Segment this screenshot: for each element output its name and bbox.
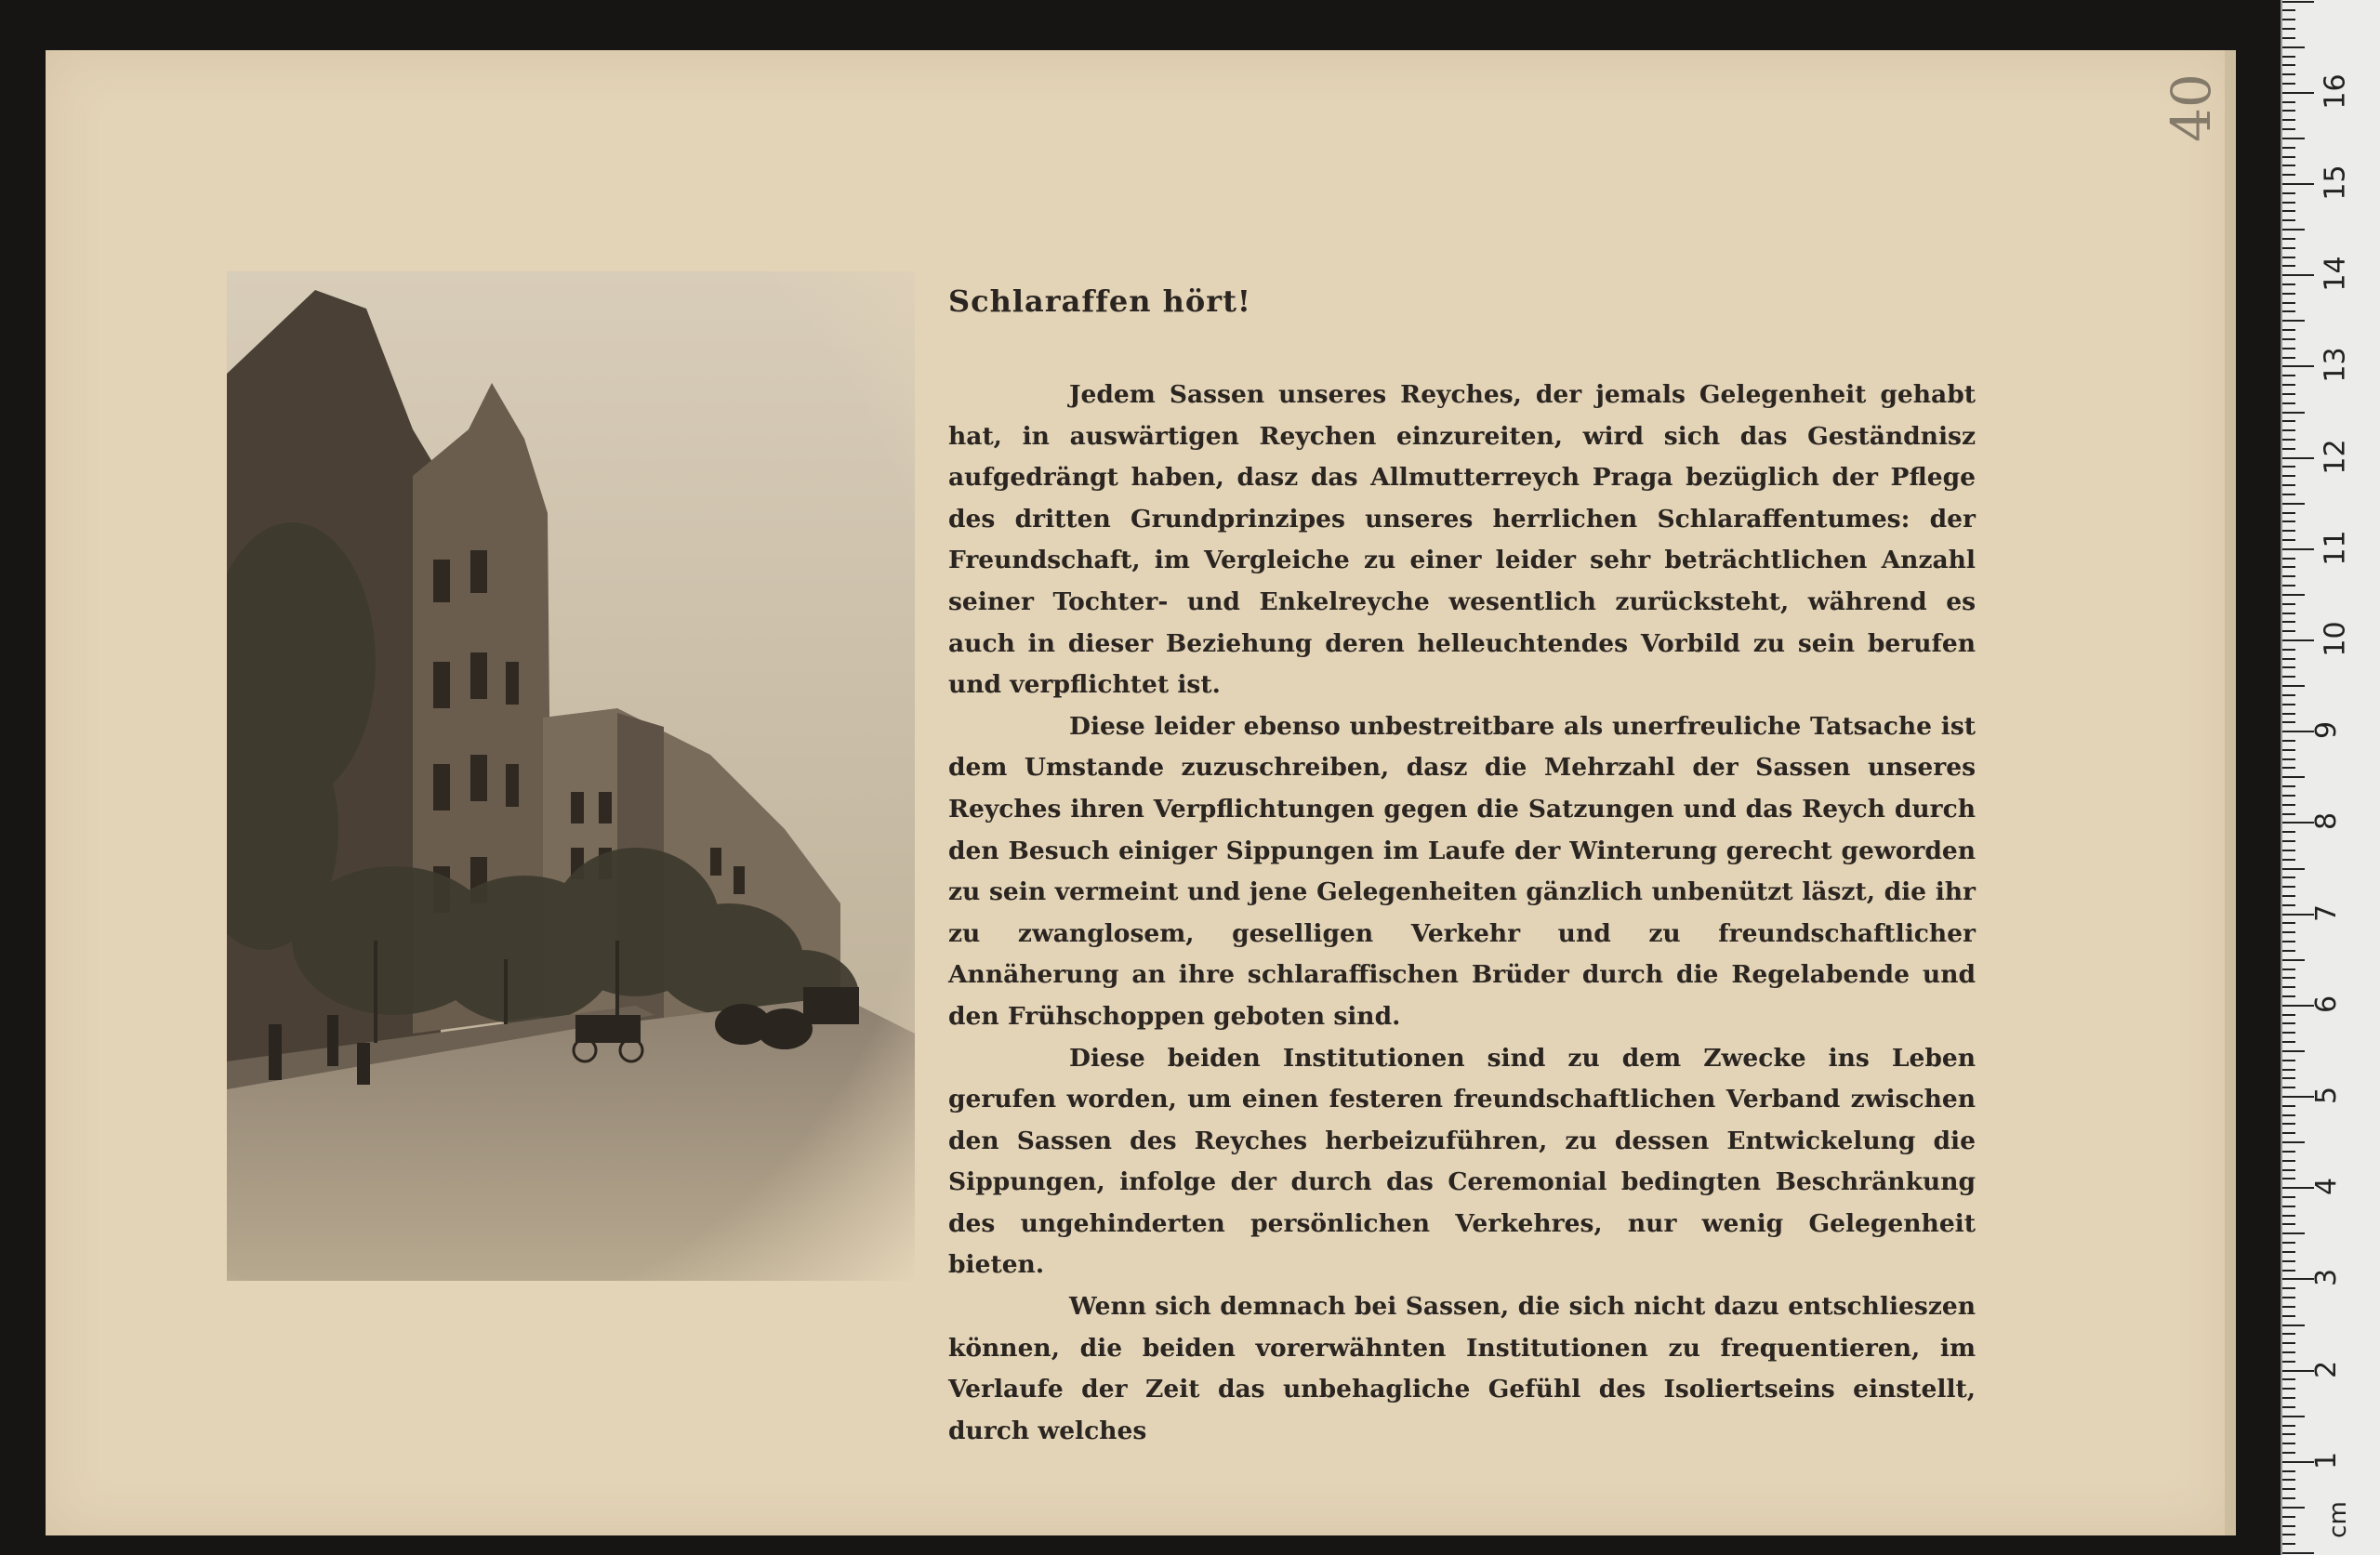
ruler-unit-label: cm: [2323, 1501, 2352, 1538]
ruler-tick: [2282, 831, 2295, 833]
ruler-tick: [2282, 649, 2295, 651]
ruler-tick: [2282, 1242, 2295, 1244]
ruler-tick: [2282, 603, 2295, 605]
ruler-tick: [2282, 868, 2305, 870]
ruler-tick: [2282, 475, 2295, 477]
ruler-tick: [2282, 613, 2295, 614]
ruler-number: 14: [2319, 256, 2352, 292]
ruler-tick: [2282, 1388, 2295, 1390]
ruler-tick: [2282, 813, 2295, 815]
page-edge: [2225, 50, 2236, 1535]
ruler-tick: [2282, 950, 2295, 952]
ruler-tick: [2282, 119, 2295, 121]
measurement-ruler: [2281, 0, 2380, 1555]
ruler-tick: [2282, 959, 2305, 961]
ruler-tick: [2282, 484, 2295, 486]
ruler-tick: [2282, 548, 2314, 550]
ruler-tick: [2282, 530, 2295, 532]
ruler-tick: [2282, 767, 2295, 769]
ruler-tick: [2282, 1342, 2295, 1344]
ruler-tick: [2282, 92, 2314, 94]
ruler-tick: [2282, 676, 2295, 678]
ruler-tick: [2282, 247, 2295, 249]
ruler-number: 4: [2310, 1178, 2344, 1196]
ruler-tick: [2282, 1361, 2295, 1363]
ruler-tick: [2282, 365, 2314, 367]
street-photograph: [227, 271, 915, 1281]
ruler-tick: [2282, 995, 2295, 997]
ruler-tick: [2282, 1534, 2295, 1535]
ruler-number: 2: [2310, 1360, 2344, 1378]
ruler-tick: [2282, 283, 2295, 285]
ruler-tick: [2282, 1077, 2295, 1079]
ruler-tick: [2282, 740, 2295, 742]
ruler-tick: [2282, 1223, 2295, 1225]
ruler-tick: [2282, 1370, 2314, 1372]
ruler-tick: [2282, 420, 2295, 422]
ruler-tick: [2282, 165, 2295, 166]
ruler-tick: [2282, 704, 2295, 705]
ruler-tick: [2282, 1032, 2295, 1034]
ruler-tick: [2282, 229, 2305, 231]
ruler-tick: [2282, 904, 2295, 906]
ruler-tick: [2282, 1260, 2295, 1262]
ruler-tick: [2282, 1087, 2295, 1088]
ruler-number: 3: [2310, 1269, 2344, 1287]
article-heading: Schlaraffen hört!: [948, 283, 1251, 319]
ruler-tick: [2282, 110, 2295, 112]
ruler-tick: [2282, 575, 2295, 577]
ruler-number: 8: [2310, 812, 2344, 831]
ruler-tick: [2282, 1351, 2295, 1353]
ruler-tick: [2282, 156, 2295, 158]
ruler-tick: [2282, 293, 2295, 295]
ruler-tick: [2282, 1169, 2295, 1171]
ruler-tick: [2282, 1507, 2305, 1509]
ruler-tick: [2282, 1470, 2295, 1472]
ruler-tick: [2282, 64, 2295, 66]
ruler-tick: [2282, 1014, 2295, 1016]
ruler-tick: [2282, 1050, 2305, 1052]
archive-pencil-mark: 40: [2159, 73, 2223, 142]
ruler-number: 5: [2310, 1086, 2344, 1105]
ruler-tick: [2282, 1, 2314, 3]
ruler-tick: [2282, 1160, 2295, 1162]
ruler-tick: [2282, 850, 2295, 851]
ruler-tick: [2282, 804, 2295, 806]
ruler-tick: [2282, 1270, 2295, 1272]
ruler-tick: [2282, 257, 2295, 258]
ruler-tick: [2282, 1324, 2305, 1326]
ruler-tick: [2282, 859, 2295, 861]
ruler-tick: [2282, 101, 2295, 103]
ruler-tick: [2282, 265, 2295, 267]
ruler-tick: [2282, 1333, 2295, 1335]
ruler-tick: [2282, 941, 2295, 942]
ruler-tick: [2282, 348, 2295, 349]
ruler-tick: [2282, 338, 2295, 340]
ruler-tick: [2282, 357, 2295, 359]
ruler-tick: [2282, 1096, 2314, 1098]
ruler-tick: [2282, 1378, 2295, 1380]
ruler-tick: [2282, 83, 2295, 85]
ruler-tick: [2282, 1196, 2295, 1198]
ruler-tick: [2282, 73, 2295, 75]
ruler-tick: [2282, 402, 2295, 404]
ruler-tick: [2282, 310, 2295, 312]
ruler-number: 16: [2319, 73, 2352, 110]
ruler-tick: [2282, 384, 2295, 386]
ruler-tick: [2282, 1443, 2295, 1444]
ruler-tick: [2282, 219, 2295, 221]
article-text: [948, 283, 1976, 1452]
ruler-tick: [2282, 1022, 2295, 1024]
ruler-tick: [2282, 585, 2295, 586]
ruler-tick: [2282, 210, 2295, 212]
ruler-tick: [2282, 1306, 2295, 1308]
ruler-tick: [2282, 1416, 2305, 1417]
ruler-tick: [2282, 886, 2295, 888]
ruler-number: 13: [2319, 347, 2352, 383]
ruler-tick: [2282, 183, 2314, 185]
ruler-tick: [2282, 1552, 2314, 1554]
ruler-tick: [2282, 202, 2295, 204]
ruler-tick: [2282, 1488, 2295, 1490]
ruler-tick: [2282, 731, 2314, 732]
ruler-tick: [2282, 494, 2295, 495]
ruler-tick: [2282, 46, 2305, 48]
ruler-tick: [2282, 521, 2295, 522]
ruler-tick: [2282, 558, 2295, 560]
ruler-tick: [2282, 1452, 2295, 1454]
ruler-tick: [2282, 785, 2295, 787]
paragraph-4: Wenn sich demnach bei Sassen, die sich nicht dazu entschlieszen können, die beiden vorerwähnten Institutionen zu frequentieren, im Verlaufe der Zeit das unbehagliche Gefühl des Isoliertseins einstellt, durch welches: [948, 1292, 1976, 1445]
ruler-tick: [2282, 1232, 2305, 1234]
ruler-tick: [2282, 1433, 2295, 1435]
ruler-tick: [2282, 986, 2295, 988]
ruler-tick: [2282, 749, 2295, 751]
ruler-tick: [2282, 658, 2295, 660]
ruler-tick: [2282, 539, 2295, 541]
ruler-tick: [2282, 274, 2314, 276]
ruler-tick: [2282, 666, 2295, 668]
ruler-tick: [2282, 713, 2295, 715]
ruler-number: 10: [2319, 621, 2352, 657]
ruler-tick: [2282, 19, 2295, 20]
ruler-tick: [2282, 37, 2295, 39]
ruler-tick: [2282, 393, 2295, 395]
ruler-tick: [2282, 922, 2295, 924]
ruler-tick: [2282, 758, 2295, 760]
ruler-number: 11: [2319, 530, 2352, 566]
ruler-tick: [2282, 1215, 2295, 1217]
ruler-number: 1: [2310, 1451, 2344, 1469]
ruler-tick: [2282, 1287, 2295, 1289]
ruler-number: 9: [2310, 721, 2344, 740]
ruler-tick: [2282, 895, 2295, 897]
ruler-tick: [2282, 28, 2295, 30]
ruler-tick: [2282, 128, 2295, 130]
ruler-tick: [2282, 1206, 2295, 1207]
ruler-tick: [2282, 594, 2305, 596]
ruler-tick: [2282, 1297, 2295, 1298]
ruler-tick: [2282, 1479, 2295, 1481]
ruler-tick: [2282, 795, 2295, 797]
ruler-tick: [2282, 238, 2295, 240]
ruler-tick: [2282, 685, 2305, 687]
ruler-tick: [2282, 694, 2295, 696]
ruler-tick: [2282, 914, 2314, 916]
ruler-tick: [2282, 840, 2295, 842]
ruler-tick: [2282, 1005, 2314, 1007]
ruler-tick: [2282, 1525, 2295, 1527]
ruler-tick: [2282, 721, 2295, 723]
ruler-number: 6: [2310, 995, 2344, 1013]
ruler-tick: [2282, 1425, 2295, 1427]
paragraph-1: Jedem Sassen unseres Reyches, der jemals Gelegenheit gehabt hat, in auswärtigen Reychen einzureiten, wird sich das Geständnisz aufgedrängt haben, dasz das Allmutterreych Praga bezüglich der Pflege des dritten Grundprinzipes unseres herrlichen Schlaraffentumes: der Freundschaft, im Vergleiche zu einer leider sehr beträchtlichen Anzahl seiner Tochter- und Enkelreyche wesentlich zurücksteht, während es auch in dieser Beziehung deren helleuchtendes Vorbild zu sein berufen und verpflichtet ist.: [948, 380, 1976, 700]
ruler-tick: [2282, 56, 2295, 58]
ruler-tick: [2282, 931, 2295, 933]
ruler-number: 15: [2319, 165, 2352, 201]
ruler-tick: [2282, 630, 2295, 632]
ruler-tick: [2282, 138, 2305, 139]
ruler-tick: [2282, 192, 2295, 194]
ruler-tick: [2282, 1151, 2295, 1153]
ruler-tick: [2282, 1278, 2314, 1280]
ruler-tick: [2282, 1187, 2314, 1189]
ruler-tick: [2282, 639, 2314, 641]
ruler-tick: [2282, 1141, 2305, 1143]
ruler-tick: [2282, 1105, 2295, 1107]
ruler-tick: [2282, 876, 2295, 878]
ruler-number: 12: [2319, 439, 2352, 475]
ruler-tick: [2282, 977, 2295, 979]
ruler-tick: [2282, 412, 2305, 414]
ruler-tick: [2282, 1041, 2295, 1043]
ruler-tick: [2282, 621, 2295, 623]
ruler-tick: [2282, 457, 2314, 459]
ruler-tick: [2282, 1251, 2295, 1253]
ruler-tick: [2282, 1516, 2295, 1518]
ruler-tick: [2282, 448, 2295, 450]
ruler-tick: [2282, 822, 2314, 824]
ruler-tick: [2282, 1543, 2295, 1545]
ruler-tick: [2282, 1060, 2295, 1061]
ruler-tick: [2282, 302, 2295, 304]
ruler-tick: [2282, 1178, 2295, 1179]
ruler-tick: [2282, 329, 2295, 331]
ruler-tick: [2282, 1497, 2295, 1499]
ruler-tick: [2282, 147, 2295, 149]
ruler-tick: [2282, 1069, 2295, 1071]
ruler-tick: [2282, 1132, 2295, 1134]
ruler-tick: [2282, 320, 2305, 322]
ruler-tick: [2282, 439, 2295, 441]
ruler-tick: [2282, 969, 2295, 970]
ruler-tick: [2282, 9, 2295, 11]
ruler-tick: [2282, 174, 2295, 176]
ruler-tick: [2282, 503, 2305, 505]
ruler-tick: [2282, 1406, 2295, 1408]
street-photo-image: [227, 271, 915, 1281]
ruler-tick: [2282, 1123, 2295, 1125]
paragraph-3: Diese beiden Institutionen sind zu dem Zwecke ins Leben gerufen worden, um einen festeren freundschaftlichen Verband zwischen den Sassen des Reyches herbeizuführen, zu dessen Entwickelung die Sippungen, infolge der durch das Ceremonial bedingten Beschränkung des ungehinderten persönlichen Verkehres, nur wenig Gelegenheit bieten.: [948, 1043, 1976, 1280]
paragraph-2: Diese leider ebenso unbestreitbare als unerfreuliche Tatsache ist dem Umstande zuzuschreiben, dasz die Mehrzahl der Sassen unseres Reyches ihren Verpflichtungen gegen die Satzungen und das Reych durch den Besuch einiger Sippungen im Laufe der Winterung gerecht geworden zu sein vermeint und jene Gelegenheiten gänzlich unbenützt läszt, die ihr zu zwanglosem, geselligen Verkehr und zu freundschaftlicher Annäherung an ihre schlaraffischen Brüder durch die Regelabende und den Frühschoppen geboten sind.: [948, 711, 1976, 1031]
ruler-tick: [2282, 512, 2295, 514]
ruler-tick: [2282, 566, 2295, 568]
ruler-tick: [2282, 1397, 2295, 1399]
ruler-tick: [2282, 1461, 2314, 1463]
ruler-number: 7: [2310, 903, 2344, 922]
ruler-tick: [2282, 1114, 2295, 1116]
ruler-tick: [2282, 466, 2295, 468]
ruler-tick: [2282, 429, 2295, 431]
ruler-tick: [2282, 776, 2305, 778]
ruler-tick: [2282, 1315, 2295, 1317]
ruler-tick: [2282, 375, 2295, 376]
